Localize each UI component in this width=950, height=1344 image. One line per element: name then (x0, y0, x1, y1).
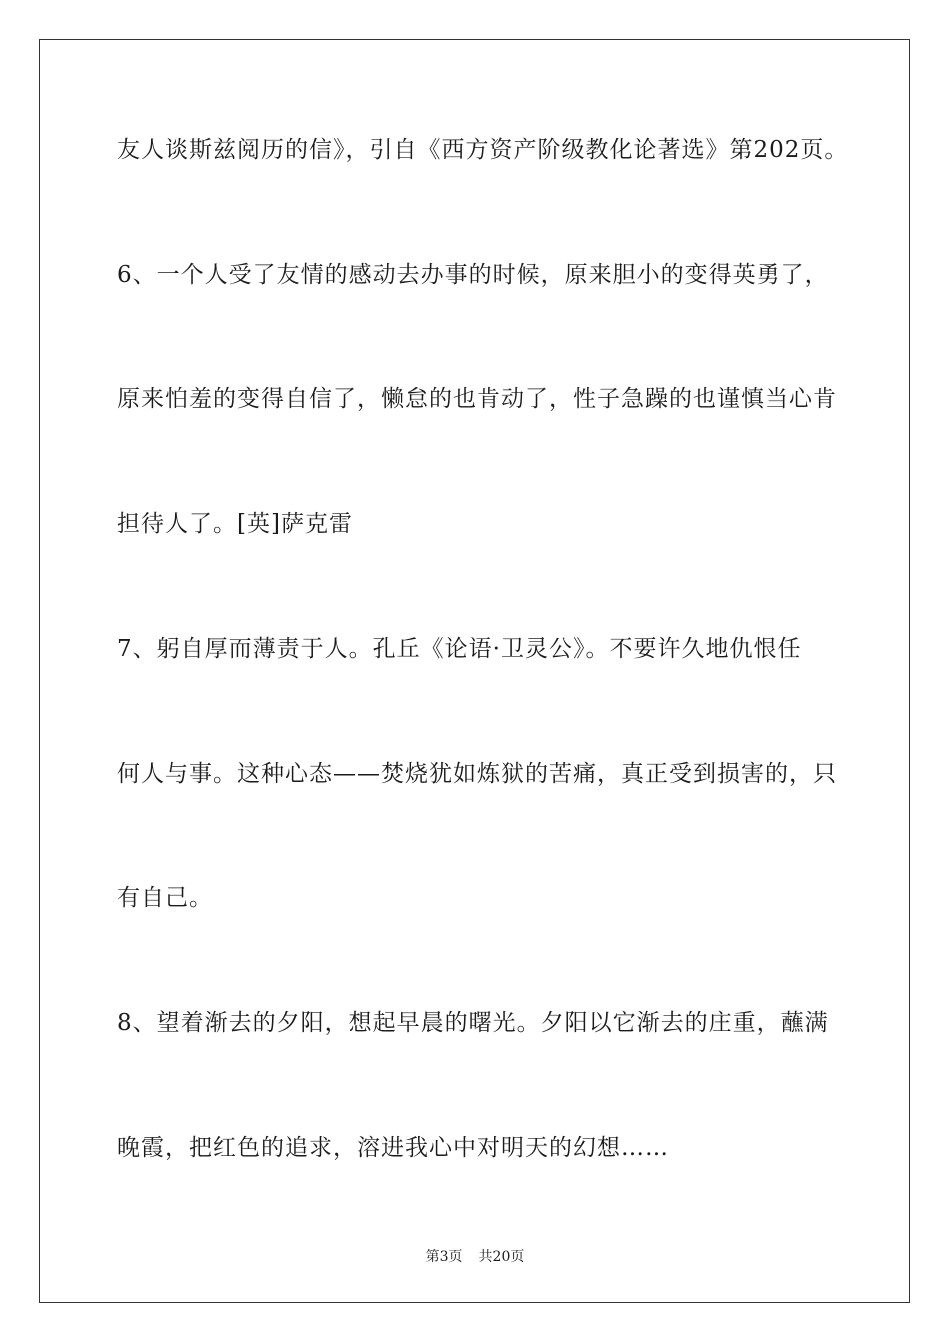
text-line: 晚霞，把红色的追求，溶进我心中对明天的幻想…… (117, 1135, 669, 1161)
text-line: 担待人了。[英]萨克雷 (117, 511, 353, 537)
text-line: 友人谈斯兹阅历的信》，引自《西方资产阶级教化论著选》第202页。 (117, 137, 849, 163)
page-number: 第3页 (425, 1249, 463, 1265)
page-total: 共20页 (478, 1249, 525, 1265)
text-line: 7、躬自厚而薄责于人。孔丘《论语·卫灵公》。不要许久地仇恨任 (117, 636, 802, 662)
page-border (39, 39, 910, 1303)
text-line: 何人与事。这种心态——焚烧犹如炼狱的苦痛，真正受到损害的，只 (117, 761, 837, 787)
text-line: 8、望着渐去的夕阳，想起早晨的曙光。夕阳以它渐去的庄重，蘸满 (117, 1010, 829, 1036)
page-footer (0, 1247, 950, 1267)
text-line: 有自己。 (117, 885, 213, 911)
text-line: 原来怕羞的变得自信了，懒怠的也肯动了，性子急躁的也谨慎当心肯 (117, 386, 837, 412)
text-line: 6、一个人受了友情的感动去办事的时候，原来胆小的变得英勇了， (117, 262, 829, 288)
